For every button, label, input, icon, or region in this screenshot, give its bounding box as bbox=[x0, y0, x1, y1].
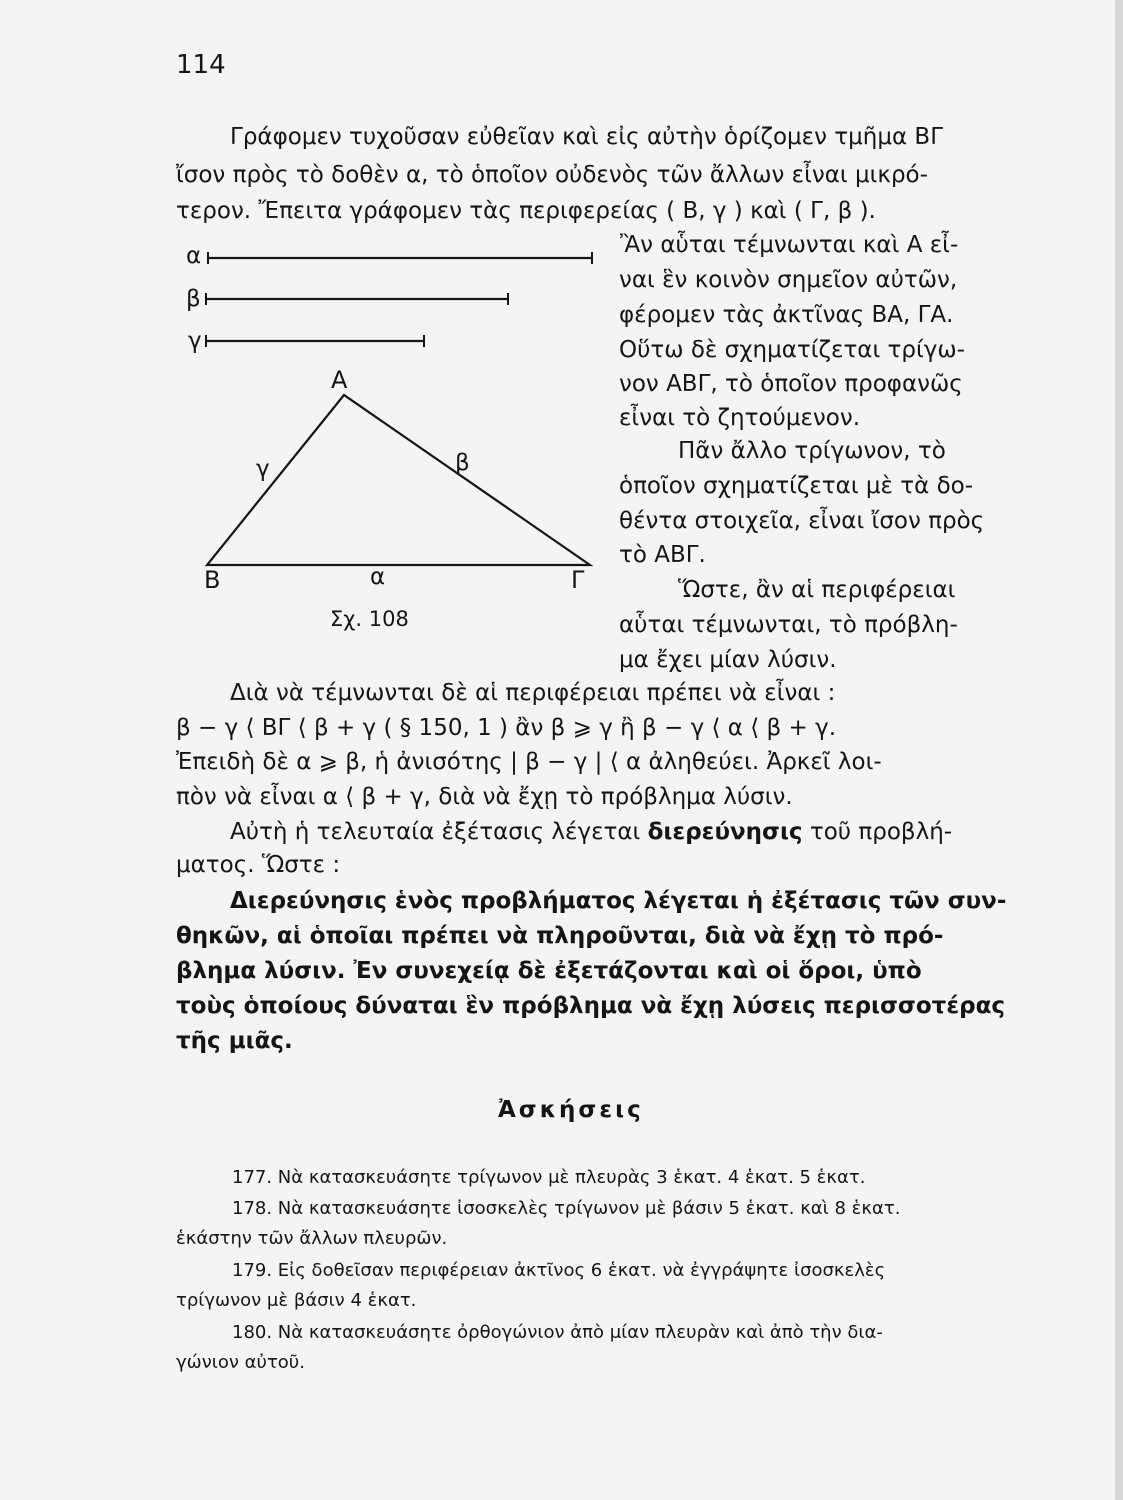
intro-line: ἴσον πρὸς τὸ δοθὲν α, τὸ ὁποῖον οὐδενὸς τῶν ἄλλων εἶναι μικρό- bbox=[176, 162, 928, 188]
page-number: 114 bbox=[176, 50, 226, 80]
exercise-line: 177. Νὰ κατασκευάσητε τρίγωνον μὲ πλευρὰς 3 ἑκατ. 4 ἑκατ. 5 ἑκατ. bbox=[232, 1167, 866, 1188]
exercise-line: γώνιον αὐτοῦ. bbox=[176, 1352, 305, 1373]
definition-line: τῆς μιᾶς. bbox=[176, 1028, 293, 1054]
side-label-gamma: γ bbox=[256, 456, 270, 482]
remark-text-start: Αὐτὴ ἡ τελευταία ἐξέτασις λέγεται bbox=[230, 819, 648, 845]
body-line: πὸν νὰ εἶναι α ⟨ β + γ, διὰ νὰ ἔχῃ τὸ πρόβλημα λύσιν. bbox=[176, 784, 793, 810]
definition-line: θηκῶν, αἱ ὁποῖαι πρέπει νὰ πληροῦνται, διὰ νὰ ἔχῃ τὸ πρό- bbox=[176, 923, 944, 949]
definition-line: βλημα λύσιν. Ἐν συνεχείᾳ δὲ ἐξετάζονται καὶ οἱ ὅροι, ὑπὸ bbox=[176, 958, 922, 984]
side-line: νον ΑΒΓ, τὸ ὁποῖον προφανῶς bbox=[619, 371, 963, 397]
exercise-line: ἑκάστην τῶν ἄλλων πλευρῶν. bbox=[176, 1228, 448, 1249]
side-line: ὁποῖον σχηματίζεται μὲ τὰ δο- bbox=[619, 473, 974, 499]
side-line: φέρομεν τὰς ἀκτῖνας ΒΑ, ΓΑ. bbox=[619, 302, 954, 328]
side-line: Οὕτω δὲ σχηματίζεται τρίγω- bbox=[619, 337, 965, 363]
remark-line bbox=[230, 817, 952, 847]
exercise-line: 179. Εἰς δοθεῖσαν περιφέρειαν ἀκτῖνος 6 ἑκατ. νὰ ἐγγράψητε ἰσοσκελὲς bbox=[232, 1260, 886, 1281]
body-line: β − γ ⟨ ΒΓ ⟨ β + γ ( § 150, 1 ) ἂν β ⩾ γ ἢ β − γ ⟨ α ⟨ β + γ. bbox=[176, 715, 837, 741]
segment-label-beta: β bbox=[186, 286, 201, 312]
vertex-label-A: Α bbox=[331, 366, 348, 394]
exercise-line: 178. Νὰ κατασκευάσητε ἰσοσκελὲς τρίγωνον μὲ βάσιν 5 ἑκατ. καὶ 8 ἑκατ. bbox=[232, 1198, 901, 1219]
definition-line: τοὺς ὁποίους δύναται ἓν πρόβλημα νὰ ἔχῃ λύσεις περισσοτέρας bbox=[176, 993, 1006, 1019]
exercises-heading: Ἀσκήσεις bbox=[498, 1097, 644, 1123]
vertex-label-B: Β bbox=[204, 566, 221, 594]
side-line: Πᾶν ἄλλο τρίγωνον, τὸ bbox=[678, 438, 946, 464]
page-edge bbox=[1115, 0, 1123, 1500]
segment-label-alpha: α bbox=[186, 243, 202, 269]
segment-label-gamma: γ bbox=[188, 328, 202, 354]
side-label-beta: β bbox=[455, 450, 470, 476]
side-line: τὸ ΑΒΓ. bbox=[619, 542, 706, 568]
exercise-line: 180. Νὰ κατασκευάσητε ὀρθογώνιον ἀπὸ μίαν πλευρὰν καὶ ἀπὸ τὴν δια- bbox=[232, 1322, 883, 1343]
exercise-line: τρίγωνον μὲ βάσιν 4 ἑκατ. bbox=[176, 1290, 417, 1311]
remark-text-end: τοῦ προβλή- bbox=[802, 819, 953, 845]
body-line: Ἐπειδὴ δὲ α ⩾ β, ἡ ἀνισότης | β − γ | ⟨ α ἀληθεύει. Ἀρκεῖ λοι- bbox=[176, 749, 882, 775]
intro-line: τερον. Ἔπειτα γράφομεν τὰς περιφερείας ( Β, γ ) καὶ ( Γ, β ). bbox=[176, 198, 876, 224]
term-dierevnisis: διερεύνησις bbox=[647, 819, 803, 845]
side-line: θέντα στοιχεῖα, εἶναι ἴσον πρὸς bbox=[619, 508, 985, 534]
figure-108 bbox=[0, 0, 640, 650]
side-line: Ἂν αὗται τέμνωνται καὶ Α εἶ- bbox=[620, 232, 959, 258]
definition-line: Διερεύνησις ἑνὸς προβλήματος λέγεται ἡ ἐξέτασις τῶν συν- bbox=[230, 888, 1007, 914]
side-line: μα ἔχει μίαν λύσιν. bbox=[619, 647, 837, 673]
side-line: ναι ἓν κοινὸν σημεῖον αὐτῶν, bbox=[619, 267, 958, 293]
side-label-alpha: α bbox=[370, 564, 386, 590]
figure-caption: Σχ. 108 bbox=[330, 607, 409, 631]
side-line: Ὥστε, ἂν αἱ περιφέρειαι bbox=[678, 577, 956, 603]
remark-line-end: ματος. Ὥστε : bbox=[176, 852, 341, 878]
side-line: αὗται τέμνωνται, τὸ πρόβλη- bbox=[619, 612, 958, 638]
side-line: εἶναι τὸ ζητούμενον. bbox=[619, 405, 861, 431]
vertex-label-G: Γ bbox=[571, 566, 585, 594]
body-line: Διὰ νὰ τέμνωνται δὲ αἱ περιφέρειαι πρέπει νὰ εἶναι : bbox=[230, 680, 836, 706]
intro-line: Γράφομεν τυχοῦσαν εὐθεῖαν καὶ εἰς αὐτὴν ὁρίζομεν τμῆμα ΒΓ bbox=[230, 124, 944, 150]
